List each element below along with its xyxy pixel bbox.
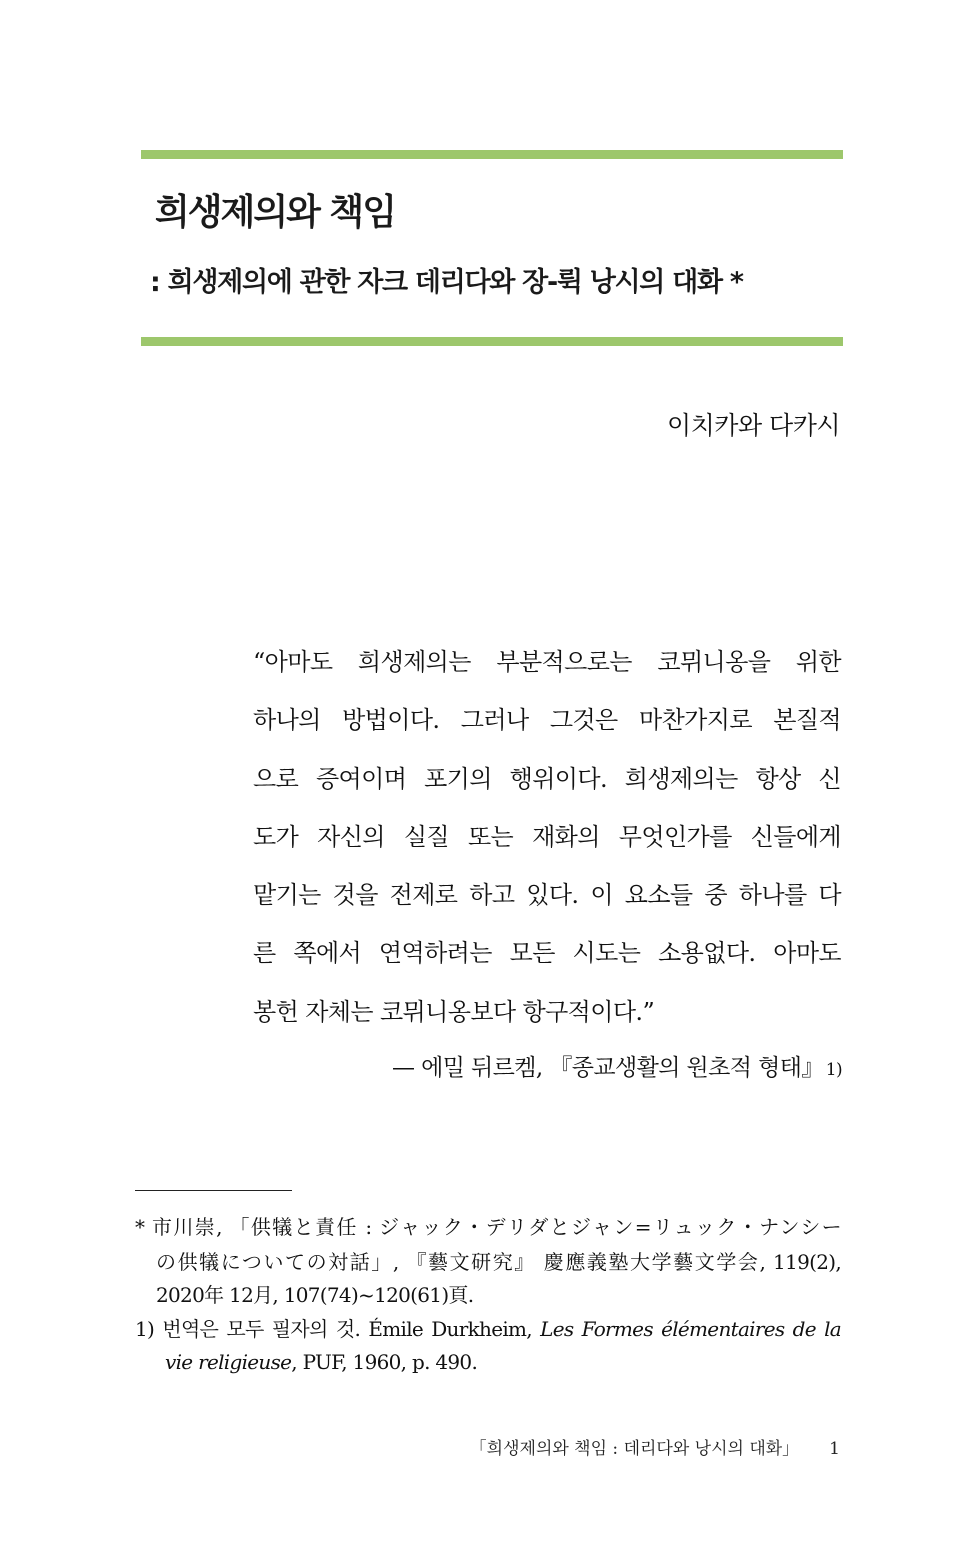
epigraph-line: 하나의 방법이다. 그러나 그것은 마찬가지로 본질적 bbox=[253, 706, 841, 735]
title-bottom-rule bbox=[141, 337, 843, 346]
footnote-1-prefix: 1) 번역은 모두 필자의 것. Émile Durkheim, bbox=[135, 1317, 541, 1341]
footnote-star-line: の供犠についての対話」, 『藝文研究』 慶應義塾大学藝文学会, 119(2), bbox=[156, 1250, 841, 1274]
author-name: 이치카와 다카시 bbox=[667, 411, 840, 440]
page-number: 1 bbox=[829, 1439, 840, 1459]
epigraph-line: 도가 자신의 실질 또는 재화의 무엇인가를 신들에게 bbox=[253, 822, 841, 851]
epigraph-attribution bbox=[392, 1049, 842, 1082]
footnote-1-line bbox=[165, 1345, 477, 1379]
attribution-text: — 에밀 뒤르켐, 『종교생활의 원초적 형태』 bbox=[392, 1055, 824, 1081]
page-title: 희생제의와 책임 bbox=[155, 192, 395, 233]
epigraph-quote bbox=[253, 633, 841, 1041]
footnote-1-book-title: Les Formes élémentaires de la bbox=[540, 1317, 841, 1341]
footnote-1-line bbox=[135, 1312, 841, 1346]
footnote-star-line: * 市川崇, 「供犠と責任 : ジャック・デリダとジャン=リュック・ナンシー bbox=[135, 1215, 841, 1239]
footnote-separator bbox=[135, 1190, 292, 1191]
footnote-ref-1[interactable]: 1) bbox=[825, 1060, 842, 1080]
footnote-1-book-title-cont: vie religieuse bbox=[165, 1350, 292, 1374]
page-subtitle: : 희생제의에 관한 자크 데리다와 장-뤽 낭시의 대화 * bbox=[150, 267, 743, 298]
running-footer bbox=[470, 1434, 840, 1459]
epigraph-line: “아마도 희생제의는 부분적으로는 코뮈니옹을 위한 bbox=[253, 648, 841, 676]
title-top-rule bbox=[141, 150, 843, 159]
footnote-1-suffix: , PUF, 1960, p. 490. bbox=[291, 1350, 478, 1374]
running-head-title: 「희생제의와 책임 : 데리다와 낭시의 대화」 bbox=[469, 1439, 800, 1459]
epigraph-line: 른 쪽에서 연역하려는 모든 시도는 소용없다. 아마도 bbox=[253, 939, 841, 968]
epigraph-line: 으로 증여이며 포기의 행위이다. 희생제의는 항상 신 bbox=[253, 764, 841, 793]
epigraph-line: 맡기는 것을 전제로 하고 있다. 이 요소들 중 하나를 다 bbox=[253, 881, 841, 910]
epigraph-line: 봉헌 자체는 코뮈니옹보다 항구적이다.” bbox=[253, 997, 655, 1026]
footnote-star-line: 2020年 12月, 107(74)~120(61)頁. bbox=[156, 1283, 474, 1307]
